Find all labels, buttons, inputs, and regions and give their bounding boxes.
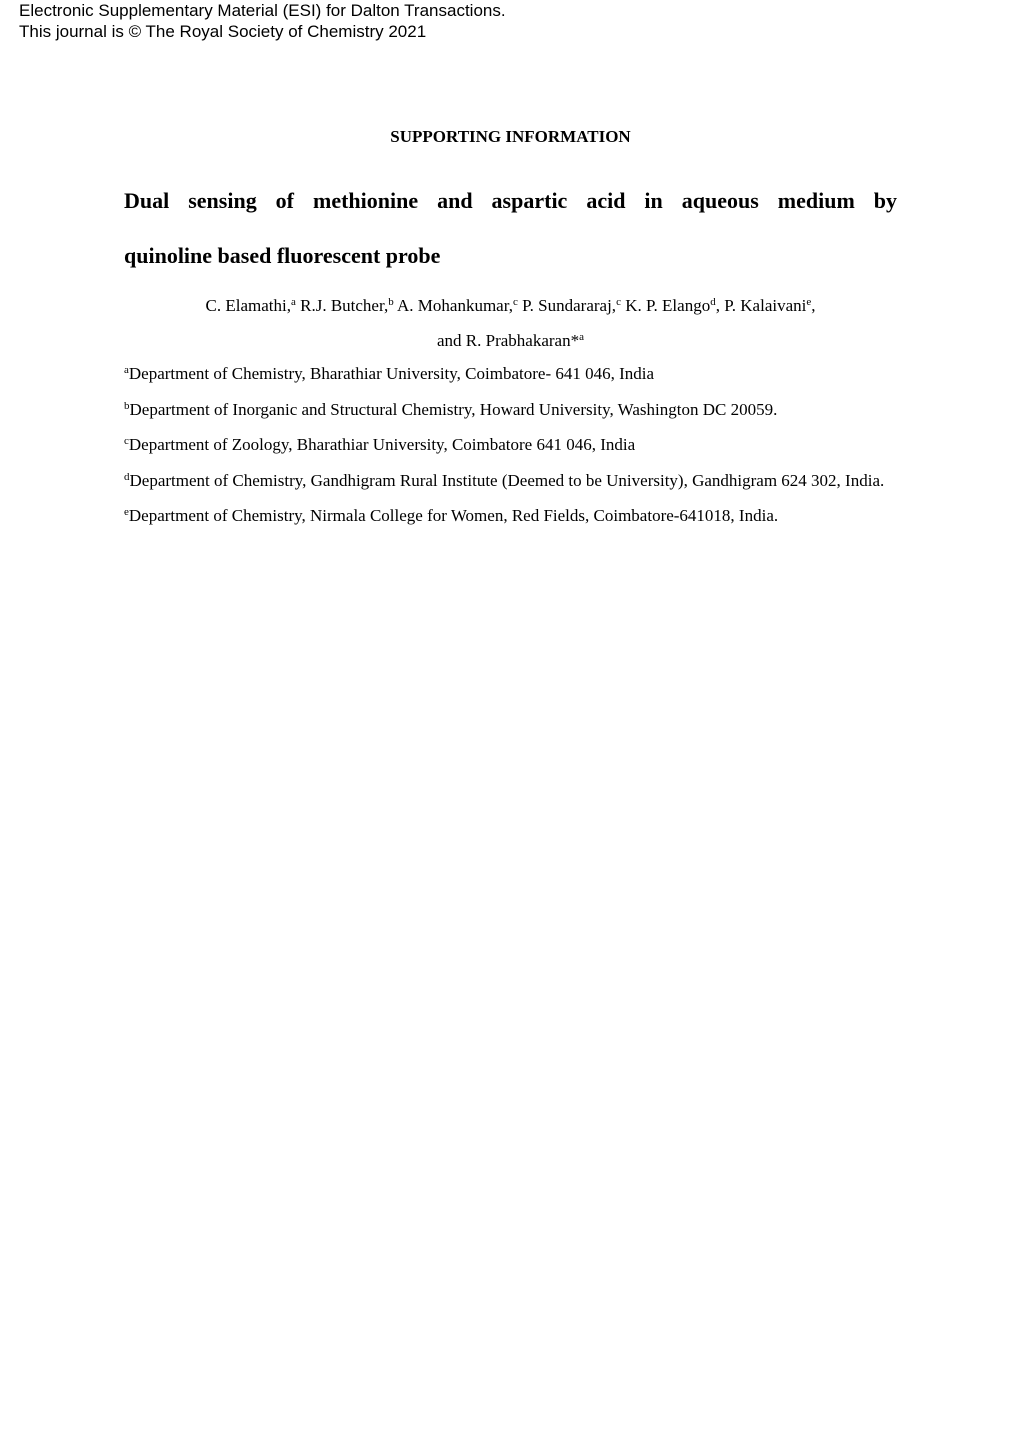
paper-title: [124, 173, 897, 283]
author-affil-marker: a: [579, 331, 584, 343]
affiliation-list: [124, 356, 897, 534]
author-name: C. Elamathi,: [205, 296, 291, 315]
corresponding-author-name: and R. Prabhakaran*: [437, 331, 580, 350]
affiliation-text: Department of Inorganic and Structural Chemistry, Howard University, Washington DC 20059.: [129, 399, 778, 419]
author-affil-marker: e: [806, 296, 812, 308]
author-affil-marker: c: [512, 296, 518, 308]
esi-header: [19, 0, 506, 42]
author-name: A. Mohankumar,: [393, 296, 513, 315]
author-affil-marker: c: [616, 296, 621, 308]
affiliation-marker: c: [124, 435, 129, 447]
affiliation-item: [124, 356, 897, 392]
author-affil-marker: b: [388, 296, 394, 308]
affiliation-marker: b: [124, 399, 130, 412]
author-affil-marker: d: [710, 296, 716, 308]
affiliation-item: [124, 463, 897, 499]
esi-header-line1: Electronic Supplementary Material (ESI) for Dalton Transactions.: [19, 1, 506, 20]
author-name: P. Sundararaj,: [517, 296, 617, 315]
author-affil-marker: a: [290, 296, 296, 308]
affiliation-item: [124, 498, 897, 534]
section-heading: SUPPORTING INFORMATION: [390, 127, 631, 146]
affiliation-item: [124, 427, 897, 463]
authors-line-1: [124, 288, 897, 323]
title-line-1: Dual sensing of methionine and aspartic acid in aqueous medium by: [124, 188, 897, 213]
esi-header-line2: This journal is © The Royal Society of Chemistry 2021: [19, 22, 427, 41]
authors-line-2: [124, 323, 897, 358]
affiliation-item: [124, 392, 897, 428]
author-name: ,: [811, 296, 816, 315]
author-list: [124, 288, 897, 358]
author-name: R.J. Butcher,: [295, 296, 389, 315]
affiliation-marker: d: [124, 470, 130, 483]
affiliation-text: Department of Chemistry, Nirmala College for Women, Red Fields, Coimbatore-641018, India.: [128, 506, 779, 525]
affiliation-text: Department of Chemistry, Gandhigram Rural Institute (Deemed to be University), Gandhigram 624 302, India.: [129, 470, 885, 490]
author-name: , P. Kalaivani: [715, 296, 807, 315]
author-name: K. P. Elango: [620, 296, 711, 315]
affiliation-marker: e: [124, 506, 129, 518]
title-line-2: quinoline based fluorescent probe: [124, 243, 441, 268]
affiliation-text: Department of Chemistry, Bharathiar University, Coimbatore- 641 046, India: [128, 364, 655, 383]
affiliation-text: Department of Zoology, Bharathiar University, Coimbatore 641 046, India: [128, 435, 636, 454]
affiliation-marker: a: [124, 364, 129, 376]
